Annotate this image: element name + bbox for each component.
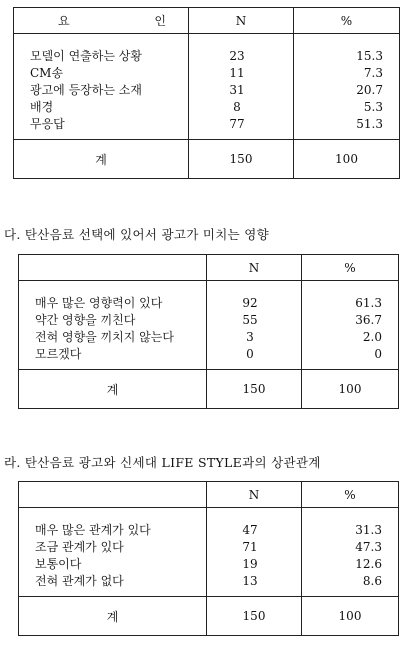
lifestyle-table: [18, 481, 399, 636]
row-n: 92: [242, 296, 258, 310]
row-n: 11: [229, 66, 245, 80]
row-label: 배경: [30, 100, 54, 114]
total-label: 계: [106, 609, 119, 624]
row-label: 모르겠다: [35, 347, 82, 361]
row-label: 약간 영향을 끼친다: [35, 313, 136, 327]
row-label: 매우 많은 영향력이 있다: [35, 296, 163, 310]
row-label: 보통이다: [35, 557, 82, 571]
row-pct: 15.3: [356, 49, 383, 63]
factor-table: [13, 7, 400, 179]
row-label: 전혀 영향을 끼치지 않는다: [35, 330, 174, 344]
row-n: 23: [229, 49, 245, 63]
row-pct: 51.3: [356, 117, 383, 131]
pct-header: %: [302, 482, 399, 508]
total-pct: 100: [302, 597, 399, 636]
total-label: 계: [95, 152, 107, 167]
total-n: 150: [207, 370, 302, 409]
row-label: CM송: [30, 66, 64, 80]
pct-header: %: [302, 255, 399, 281]
row-n: 3: [246, 330, 254, 344]
row-n: 31: [229, 83, 245, 97]
n-header: N: [207, 255, 302, 281]
total-label: 계: [106, 382, 119, 397]
row-pct: 31.3: [355, 523, 382, 537]
total-n: 150: [207, 597, 302, 636]
row-pct: 0: [374, 347, 382, 361]
row-n: 77: [229, 117, 245, 131]
row-label: 광고에 등장하는 소재: [30, 83, 142, 97]
row-n: 0: [246, 347, 254, 361]
row-n: 19: [242, 557, 258, 571]
row-pct: 2.0: [362, 330, 382, 344]
n-header: N: [189, 8, 294, 34]
row-n: 13: [242, 574, 258, 588]
table-caption: 라. 탄산음료 광고와 신세대 LIFE STYLE과의 상관관계: [4, 455, 321, 470]
factor-header-a: 요: [58, 14, 70, 28]
factor-header-b: 인: [154, 14, 166, 28]
row-pct: 61.3: [355, 296, 382, 310]
row-n: 71: [242, 540, 258, 554]
n-header: N: [207, 482, 302, 508]
row-pct: 20.7: [356, 83, 383, 97]
row-pct: 12.6: [355, 557, 382, 571]
row-n: 47: [242, 523, 258, 537]
total-n: 150: [189, 140, 294, 179]
row-pct: 36.7: [355, 313, 382, 327]
row-label: 모델이 연출하는 상황: [30, 49, 142, 63]
row-label: 매우 많은 관계가 있다: [35, 523, 151, 537]
row-pct: 47.3: [355, 540, 382, 554]
row-pct: 5.3: [363, 100, 383, 114]
row-label: 무응답: [30, 117, 65, 131]
total-pct: 100: [302, 370, 399, 409]
row-label: 전혀 관계가 없다: [35, 574, 124, 588]
influence-table: [18, 254, 399, 409]
pct-header: %: [294, 8, 400, 34]
row-n: 8: [233, 100, 241, 114]
row-n: 55: [242, 313, 258, 327]
row-label: 조금 관계가 있다: [35, 540, 124, 554]
total-pct: 100: [294, 140, 400, 179]
table-caption: 다. 탄산음료 선택에 있어서 광고가 미치는 영향: [4, 227, 270, 242]
factor-header: [14, 8, 189, 34]
row-pct: 8.6: [362, 574, 382, 588]
row-pct: 7.3: [363, 66, 383, 80]
